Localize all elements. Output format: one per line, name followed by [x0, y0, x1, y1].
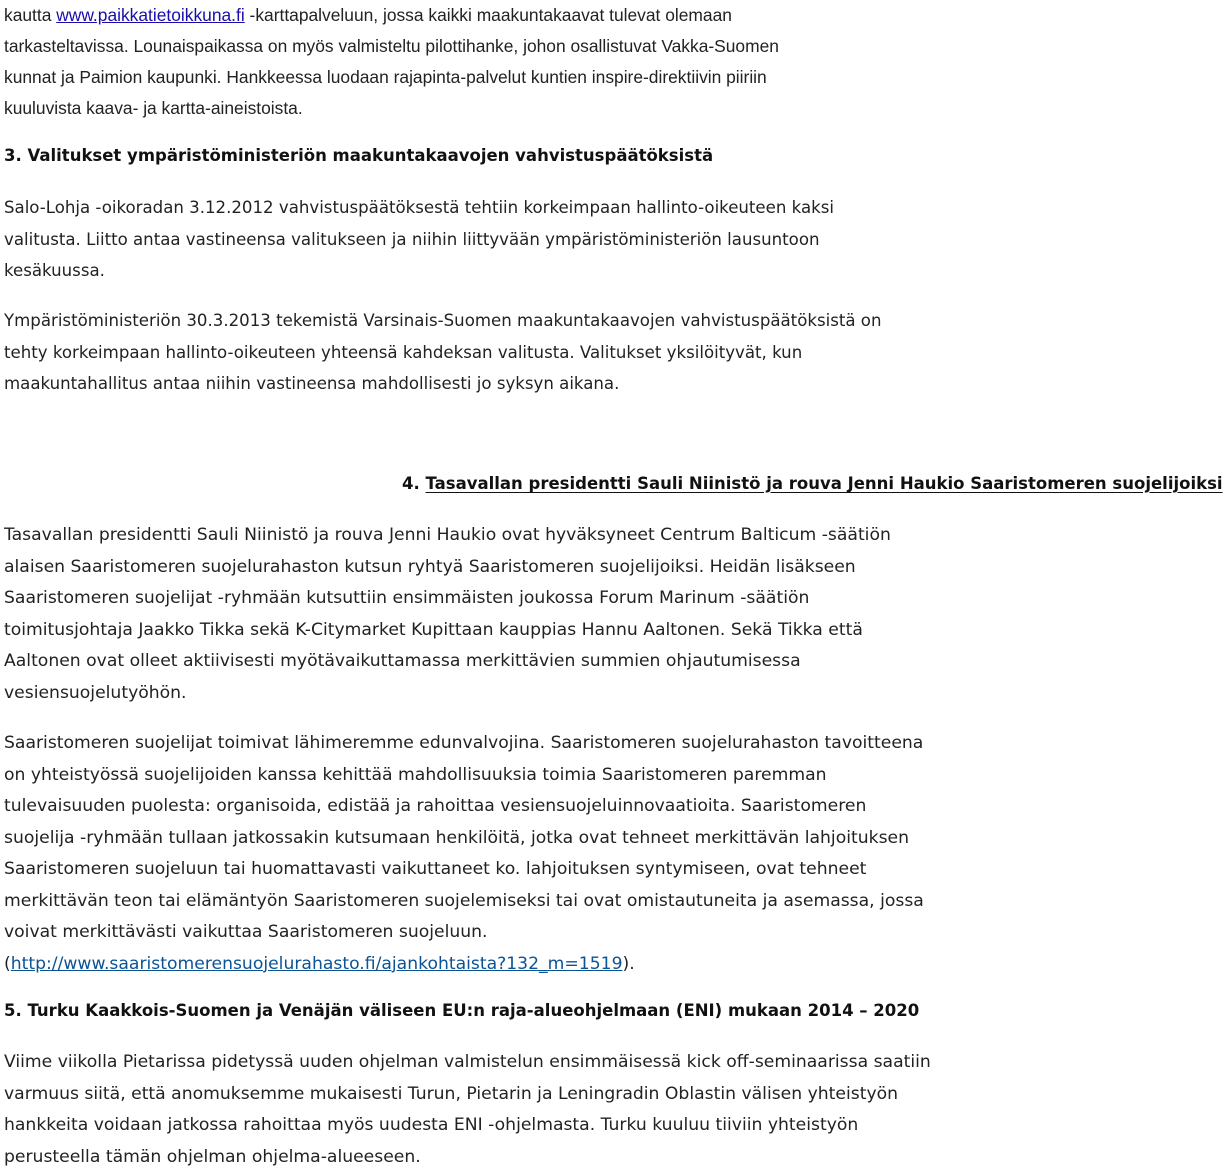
intro-line-4: kuuluvista kaava- ja kartta-aineistoista.	[4, 93, 779, 124]
paragraph-line: valitusta. Liitto antaa vastineensa valitukseen ja niihin liittyvään ympäristöministeriön lausuntoon	[4, 224, 834, 256]
link-close-paren: ).	[623, 954, 635, 974]
paragraph-line: vesiensuojelutyöhön.	[4, 678, 891, 710]
paragraph-line: toimitusjohtaja Jaakko Tikka sekä K-Citymarket Kupittaan kauppias Hannu Aaltonen. Sekä Tikka että	[4, 615, 891, 647]
intro-line-3: kunnat ja Paimion kaupunki. Hankkeessa luodaan rajapinta-palvelut kuntien inspire-direktiivin piiriin	[4, 62, 779, 93]
section-4-heading	[402, 471, 1223, 497]
section-3-paragraph-1	[4, 192, 834, 287]
paragraph-line: Viime viikolla Pietarissa pidetyssä uuden ohjelman valmistelun ensimmäisessä kick off-seminaarissa saatiin	[4, 1047, 931, 1079]
paragraph-line: Saaristomeren suojeluun tai huomattavasti vaikuttaneet ko. lahjoituksen syntymiseen, ovat tehneet	[4, 854, 924, 886]
intro-line-2: tarkasteltavissa. Lounaispaikassa on myös valmisteltu pilottihanke, johon osallistuvat Vakka-Suomen	[4, 31, 779, 62]
paragraph-line: Saaristomeren suojelijat toimivat lähimeremme edunvalvojina. Saaristomeren suojelurahaston tavoitteena	[4, 728, 924, 760]
paragraph-line: Ympäristöministeriön 30.3.2013 tekemistä Varsinais-Suomen maakuntakaavojen vahvistuspäätöksistä on	[4, 305, 881, 337]
paragraph-line: alaisen Saaristomeren suojelurahaston kutsun ryhtyä Saaristomeren suojelijoiksi. Heidän lisäkseen	[4, 552, 891, 584]
paragraph-line: on yhteistyössä suojelijoiden kanssa kehittää mahdollisuuksia toimia Saaristomeren paremman	[4, 760, 924, 792]
intro-line-1	[4, 0, 779, 31]
section-4-paragraph-2	[4, 728, 924, 980]
paragraph-line: tulevaisuuden puolesta: organisoida, edistää ja rahoittaa vesiensuojeluinnovaatioita. Saaristomeren	[4, 791, 924, 823]
paikkatietoikkuna-link[interactable]: www.paikkatietoikkuna.fi	[56, 5, 245, 25]
paragraph-line: kesäkuussa.	[4, 255, 834, 287]
paragraph-line: Salo-Lohja -oikoradan 3.12.2012 vahvistuspäätöksestä tehtiin korkeimpaan hallinto-oikeuteen kaksi	[4, 192, 834, 224]
suojelurahasto-link-line	[4, 949, 924, 981]
section-4-paragraph-1	[4, 520, 891, 709]
paragraph-line: maakuntahallitus antaa niihin vastineensa mahdollisesti jo syksyn aikana.	[4, 368, 881, 400]
section-4-heading-number: 4.	[402, 474, 426, 493]
paragraph-line: Saaristomeren suojelijat -ryhmään kutsuttiin ensimmäisten joukossa Forum Marinum -säätiön	[4, 583, 891, 615]
intro-line-1-prefix: kautta	[4, 5, 56, 25]
paragraph-line: tehty korkeimpaan hallinto-oikeuteen yhteensä kahdeksan valitusta. Valitukset yksilöityvät, kun	[4, 337, 881, 369]
intro-paragraph	[4, 0, 779, 124]
section-5-heading: 5. Turku Kaakkois-Suomen ja Venäjän väliseen EU:n raja-alueohjelmaan (ENI) mukaan 2014 – 2020	[4, 998, 919, 1024]
paragraph-line: hankkeita voidaan jatkossa rahoittaa myös uudesta ENI -ohjelmasta. Turku kuuluu tiiviin yhteistyön	[4, 1110, 931, 1142]
link-open-paren: (	[4, 954, 11, 974]
paragraph-line: merkittävän teon tai elämäntyön Saaristomeren suojelemiseksi tai ovat omistautuneita ja asemassa, jossa	[4, 886, 924, 918]
suojelurahasto-link[interactable]: http://www.saaristomerensuojelurahasto.fi/ajankohtaista?132_m=1519	[11, 954, 623, 974]
section-4-heading-text: Tasavallan presidentti Sauli Niinistö ja rouva Jenni Haukio Saaristomeren suojelijoiksi	[426, 474, 1223, 493]
section-3-paragraph-2	[4, 305, 881, 400]
paragraph-line: Tasavallan presidentti Sauli Niinistö ja rouva Jenni Haukio ovat hyväksyneet Centrum Balticum -säätiön	[4, 520, 891, 552]
section-3-heading: 3. Valitukset ympäristöministeriön maakuntakaavojen vahvistuspäätöksistä	[4, 143, 713, 169]
paragraph-line: voivat merkittävästi vaikuttaa Saaristomeren suojeluun.	[4, 917, 924, 949]
paragraph-line: perusteella tämän ohjelman ohjelma-alueeseen.	[4, 1142, 931, 1173]
section-5-paragraph-1	[4, 1047, 931, 1173]
paragraph-line: suojelija -ryhmään tullaan jatkossakin kutsumaan henkilöitä, jotka ovat tehneet merkittävän lahjoituksen	[4, 823, 924, 855]
paragraph-line: Aaltonen ovat olleet aktiivisesti myötävaikuttamassa merkittävien summien ohjautumisessa	[4, 646, 891, 678]
paragraph-line: varmuus siitä, että anomuksemme mukaisesti Turun, Pietarin ja Leningradin Oblastin välisen yhteistyön	[4, 1079, 931, 1111]
intro-line-1-suffix: -karttapalveluun, jossa kaikki maakuntakaavat tulevat olemaan	[245, 5, 732, 25]
